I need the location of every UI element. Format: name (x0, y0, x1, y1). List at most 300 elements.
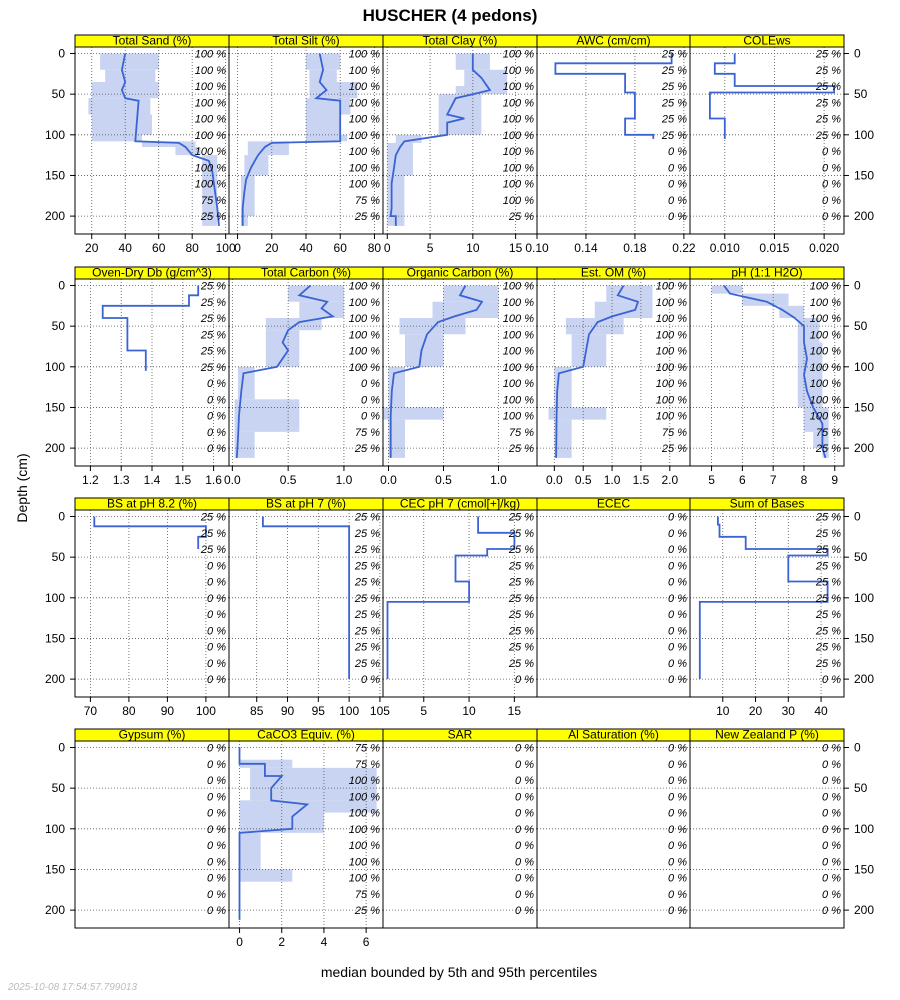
percentile-band (387, 54, 507, 226)
completeness-label: 0 % (668, 872, 687, 885)
grid-lines (383, 748, 537, 911)
completeness-label: 0 % (207, 888, 226, 901)
completeness-label: 0 % (668, 742, 687, 755)
completeness-label: 0 % (207, 576, 226, 589)
completeness-label: 25 % (508, 560, 534, 573)
completeness-label: 25 % (354, 527, 380, 540)
data-completeness-labels (822, 743, 841, 918)
completeness-label: 25 % (200, 511, 226, 524)
x-tick-label: 7 (769, 473, 777, 487)
completeness-label: 0 % (207, 674, 226, 687)
x-tick-label: 20 (748, 704, 763, 718)
y-tick-label: 150 (854, 631, 875, 646)
completeness-label: 0 % (668, 775, 687, 788)
x-tick-label: 1.5 (174, 473, 192, 487)
y-tick-label: 0 (58, 740, 65, 755)
completeness-label: 100 % (502, 81, 534, 94)
completeness-label: 25 % (661, 97, 687, 110)
completeness-label: 0 % (207, 394, 226, 407)
y-axis-label: Depth (cm) (14, 453, 30, 523)
completeness-label: 100 % (348, 775, 380, 788)
completeness-label: 100 % (502, 97, 534, 110)
y-tick-label: 200 (854, 672, 875, 687)
completeness-label: 100 % (348, 872, 380, 885)
completeness-label: 0 % (668, 823, 687, 836)
y-tick-label: 0 (58, 46, 65, 61)
completeness-label: 100 % (655, 329, 687, 342)
completeness-label: 0 % (668, 178, 687, 191)
chart-title: HUSCHER (4 pedons) (362, 6, 538, 25)
completeness-label: 0 % (515, 758, 534, 771)
completeness-label: 100 % (348, 178, 380, 191)
completeness-label: 0 % (822, 856, 841, 869)
completeness-label: 0 % (515, 674, 534, 687)
completeness-label: 100 % (194, 129, 226, 142)
completeness-label: 100 % (348, 361, 380, 374)
y-tick-label: 50 (854, 319, 868, 334)
x-tick-label: 0.5 (279, 473, 297, 487)
completeness-label: 100 % (348, 97, 380, 110)
y-axis-left (45, 279, 75, 456)
panel-title: BS at pH 7 (%) (265, 496, 347, 511)
completeness-label: 0 % (822, 905, 841, 918)
x-tick-label: 5 (708, 473, 715, 487)
x-tick-label: 85 (250, 704, 264, 718)
completeness-label: 0 % (515, 856, 534, 869)
completeness-label: 0 % (515, 775, 534, 788)
grid-lines (690, 748, 844, 911)
completeness-label: 100 % (502, 378, 534, 391)
x-tick-label: 0 (383, 241, 391, 255)
x-tick-label: 5 (420, 704, 428, 718)
completeness-label: 0 % (668, 905, 687, 918)
x-axis-ticks (250, 697, 390, 718)
y-tick-label: 100 (854, 590, 875, 605)
data-completeness-labels (668, 743, 687, 918)
completeness-label: 100 % (502, 361, 534, 374)
x-tick-label: 0.5 (574, 473, 592, 487)
x-tick-label: 6 (362, 935, 370, 949)
completeness-label: 25 % (200, 527, 226, 540)
completeness-label: 100 % (348, 64, 380, 77)
completeness-label: 25 % (815, 527, 841, 540)
completeness-label: 75 % (200, 194, 226, 207)
panel-title: Total Clay (%) (422, 33, 498, 48)
completeness-label: 100 % (809, 313, 841, 326)
completeness-label: 0 % (207, 742, 226, 755)
completeness-label: 0 % (668, 527, 687, 540)
x-tick-label: 90 (280, 704, 295, 718)
completeness-label: 100 % (348, 329, 380, 342)
y-tick-label: 0 (854, 509, 861, 524)
x-axis-ticks (85, 234, 236, 255)
completeness-label: 0 % (207, 443, 226, 456)
completeness-label: 0 % (207, 426, 226, 439)
completeness-label: 100 % (809, 296, 841, 309)
completeness-label: 0 % (207, 823, 226, 836)
panel-border (383, 741, 537, 928)
band-segment (105, 70, 155, 82)
completeness-label: 100 % (502, 296, 534, 309)
completeness-label: 0 % (822, 211, 841, 224)
panel-p12 (229, 497, 390, 719)
completeness-label: 75 % (354, 742, 380, 755)
completeness-label: 100 % (194, 178, 226, 191)
panel-p4 (525, 34, 696, 256)
completeness-label: 25 % (508, 641, 534, 654)
completeness-label: 0 % (207, 807, 226, 820)
data-completeness-labels (668, 512, 687, 687)
y-axis-right (844, 510, 874, 687)
x-tick-label: 2 (278, 935, 286, 949)
y-tick-label: 50 (854, 87, 868, 102)
x-tick-label: 40 (299, 241, 313, 255)
completeness-label: 0 % (515, 872, 534, 885)
completeness-label: 100 % (348, 81, 380, 94)
completeness-label: 0 % (207, 609, 226, 622)
x-tick-label: 95 (311, 704, 325, 718)
y-tick-label: 0 (854, 740, 861, 755)
completeness-label: 0 % (207, 657, 226, 670)
y-tick-label: 50 (51, 319, 65, 334)
completeness-label: 25 % (661, 443, 687, 456)
completeness-label: 0 % (515, 791, 534, 804)
completeness-label: 100 % (502, 146, 534, 159)
data-completeness-labels (354, 512, 380, 687)
panel-title: AWC (cm/cm) (576, 33, 651, 48)
y-tick-label: 150 (44, 400, 65, 415)
panel-p8 (380, 266, 537, 488)
x-tick-label: 1.0 (335, 473, 353, 487)
completeness-label: 25 % (661, 64, 687, 77)
panel-title: Total Carbon (%) (260, 265, 352, 280)
completeness-label: 0 % (822, 742, 841, 755)
completeness-label: 0 % (822, 791, 841, 804)
median-line (388, 517, 515, 680)
completeness-label: 25 % (508, 592, 534, 605)
completeness-label: 25 % (815, 511, 841, 524)
completeness-label: 100 % (348, 162, 380, 175)
completeness-label: 25 % (200, 329, 226, 342)
median-line (263, 517, 349, 680)
completeness-label: 0 % (668, 657, 687, 670)
completeness-label: 25 % (354, 443, 380, 456)
completeness-label: 100 % (348, 129, 380, 142)
completeness-label: 100 % (348, 313, 380, 326)
x-axis-ticks (236, 928, 370, 949)
y-tick-label: 150 (854, 400, 875, 415)
data-completeness-labels (200, 281, 226, 456)
y-tick-label: 0 (58, 509, 65, 524)
completeness-label: 0 % (822, 807, 841, 820)
panel-p15 (690, 497, 874, 719)
completeness-label: 0 % (361, 674, 380, 687)
completeness-label: 100 % (194, 162, 226, 175)
completeness-label: 75 % (354, 888, 380, 901)
completeness-label: 25 % (354, 576, 380, 589)
completeness-label: 25 % (508, 443, 534, 456)
x-axis-ticks (546, 466, 678, 487)
x-tick-label: 100 (215, 241, 236, 255)
band-segment (92, 135, 142, 142)
completeness-label: 0 % (668, 856, 687, 869)
panel-p6 (45, 266, 229, 488)
x-tick-label: 0.18 (623, 241, 647, 255)
completeness-label: 100 % (348, 280, 380, 293)
panel-title: SAR (447, 727, 473, 742)
x-tick-label: 1.6 (205, 473, 222, 487)
completeness-label: 25 % (815, 64, 841, 77)
y-tick-label: 50 (51, 550, 65, 565)
band-segment (405, 334, 444, 367)
x-tick-label: 30 (781, 704, 795, 718)
panel-p14 (537, 497, 690, 698)
completeness-label: 25 % (354, 609, 380, 622)
completeness-label: 0 % (822, 775, 841, 788)
completeness-label: 0 % (668, 807, 687, 820)
panel-p3 (383, 34, 537, 256)
completeness-label: 25 % (815, 625, 841, 638)
band-segment (88, 98, 150, 114)
band-segment (306, 114, 340, 134)
panel-p5 (690, 34, 874, 256)
completeness-label: 100 % (655, 394, 687, 407)
completeness-label: 25 % (815, 48, 841, 61)
x-axis-ticks (234, 234, 381, 255)
x-axis-ticks (716, 697, 828, 718)
panel-p10 (690, 266, 874, 488)
completeness-label: 0 % (668, 560, 687, 573)
completeness-label: 100 % (809, 410, 841, 423)
completeness-label: 0 % (822, 674, 841, 687)
completeness-label: 100 % (348, 791, 380, 804)
x-tick-label: 0.14 (574, 241, 598, 255)
completeness-label: 0 % (822, 146, 841, 159)
completeness-label: 100 % (348, 113, 380, 126)
band-segment (299, 302, 344, 318)
completeness-label: 75 % (354, 426, 380, 439)
completeness-label: 25 % (508, 511, 534, 524)
completeness-label: 0 % (515, 807, 534, 820)
x-tick-label: 1.2 (82, 473, 99, 487)
y-tick-label: 100 (854, 359, 875, 374)
completeness-label: 100 % (194, 81, 226, 94)
completeness-label: 100 % (809, 361, 841, 374)
x-tick-label: 0.5 (435, 473, 452, 487)
completeness-label: 25 % (354, 211, 380, 224)
completeness-label: 100 % (809, 394, 841, 407)
completeness-label: 0 % (668, 592, 687, 605)
x-tick-label: 2.0 (661, 473, 679, 487)
x-tick-label: 6 (739, 473, 746, 487)
x-tick-label: 1.5 (632, 473, 650, 487)
panel-p1 (45, 34, 236, 256)
x-axis-label: median bounded by 5th and 95th percentiles (320, 964, 598, 980)
y-tick-label: 150 (44, 862, 65, 877)
x-tick-label: 0 (234, 241, 241, 255)
completeness-label: 25 % (815, 129, 841, 142)
completeness-label: 100 % (809, 329, 841, 342)
panel-title: ECEC (596, 496, 631, 511)
x-tick-label: 1.4 (143, 473, 161, 487)
data-completeness-labels (508, 512, 534, 687)
grid-lines (75, 748, 229, 911)
panel-title: Total Silt (%) (272, 33, 340, 48)
x-tick-label: 40 (814, 704, 828, 718)
data-completeness-labels (503, 49, 534, 224)
y-tick-label: 150 (44, 631, 65, 646)
y-tick-label: 50 (854, 550, 868, 565)
x-tick-label: 0.0 (545, 473, 563, 487)
panel-p18 (383, 728, 537, 929)
completeness-label: 100 % (194, 64, 226, 77)
y-tick-label: 100 (44, 590, 65, 605)
completeness-label: 100 % (348, 840, 380, 853)
x-tick-label: 90 (160, 704, 175, 718)
x-tick-label: 15 (507, 704, 522, 718)
panel-p19 (537, 728, 690, 929)
completeness-label: 0 % (822, 194, 841, 207)
y-tick-label: 150 (854, 168, 875, 183)
completeness-label: 25 % (508, 527, 534, 540)
y-tick-label: 50 (51, 781, 65, 796)
completeness-label: 100 % (809, 378, 841, 391)
completeness-label: 100 % (502, 48, 534, 61)
x-tick-label: 0.10 (525, 241, 549, 255)
completeness-label: 25 % (815, 576, 841, 589)
panel-title: Sum of Bases (729, 496, 805, 511)
completeness-label: 25 % (354, 511, 380, 524)
x-tick-label: 10 (462, 704, 476, 718)
panel-title: Organic Carbon (%) (406, 265, 514, 280)
completeness-label: 100 % (194, 113, 226, 126)
x-tick-label: 1.3 (112, 473, 130, 487)
completeness-label: 100 % (502, 313, 534, 326)
panel-border (690, 741, 844, 928)
completeness-label: 100 % (502, 64, 534, 77)
completeness-label: 0 % (668, 211, 687, 224)
y-tick-label: 200 (44, 209, 65, 224)
completeness-label: 25 % (200, 544, 226, 557)
x-axis-ticks (420, 697, 521, 718)
completeness-label: 0 % (207, 856, 226, 869)
x-axis-ticks (84, 697, 217, 718)
completeness-label: 0 % (361, 378, 380, 391)
timestamp: 2025-10-08 17:54:57.799013 (8, 982, 138, 993)
x-tick-label: 0.010 (709, 241, 740, 255)
completeness-label: 100 % (348, 296, 380, 309)
data-completeness-labels (656, 281, 687, 456)
x-axis-ticks (710, 234, 840, 255)
completeness-label: 100 % (348, 856, 380, 869)
completeness-label: 25 % (508, 657, 534, 670)
completeness-label: 0 % (207, 758, 226, 771)
y-axis-left (45, 741, 75, 918)
completeness-label: 25 % (200, 361, 226, 374)
completeness-label: 0 % (515, 742, 534, 755)
panel-p11 (45, 497, 229, 719)
completeness-label: 0 % (822, 840, 841, 853)
x-tick-label: 1.0 (603, 473, 621, 487)
median-line (94, 517, 206, 550)
panel-title: Total Sand (%) (112, 33, 192, 48)
panel-border (75, 741, 229, 928)
panel-title: COLEws (743, 33, 791, 48)
y-tick-label: 50 (854, 781, 868, 796)
completeness-label: 100 % (655, 345, 687, 358)
band-segment (235, 399, 300, 432)
completeness-label: 0 % (668, 544, 687, 557)
panel-title: Est. OM (%) (580, 265, 647, 280)
completeness-label: 100 % (655, 410, 687, 423)
completeness-label: 100 % (655, 361, 687, 374)
completeness-label: 100 % (502, 194, 534, 207)
completeness-label: 100 % (502, 162, 534, 175)
completeness-label: 25 % (815, 592, 841, 605)
completeness-label: 100 % (502, 410, 534, 423)
x-axis-ticks (384, 234, 523, 255)
completeness-label: 25 % (815, 81, 841, 94)
x-tick-label: 40 (118, 241, 132, 255)
x-tick-label: 105 (369, 704, 390, 718)
data-completeness-labels (503, 281, 534, 456)
data-completeness-labels (661, 49, 687, 224)
completeness-label: 0 % (822, 178, 841, 191)
completeness-label: 75 % (661, 426, 687, 439)
completeness-label: 25 % (508, 625, 534, 638)
y-tick-label: 200 (854, 441, 875, 456)
completeness-label: 0 % (822, 758, 841, 771)
y-tick-label: 100 (44, 127, 65, 142)
x-tick-label: 0.020 (809, 241, 840, 255)
y-tick-label: 100 (854, 821, 875, 836)
completeness-label: 0 % (668, 146, 687, 159)
completeness-label: 25 % (354, 657, 380, 670)
completeness-label: 0 % (207, 641, 226, 654)
completeness-label: 25 % (815, 544, 841, 557)
completeness-label: 75 % (815, 426, 841, 439)
completeness-label: 75 % (354, 758, 380, 771)
completeness-label: 0 % (207, 872, 226, 885)
data-completeness-labels (349, 281, 380, 456)
panel-grid (45, 34, 874, 950)
panel-title: CEC pH 7 (cmol[+]/kg) (399, 496, 521, 511)
x-tick-label: 70 (83, 704, 98, 718)
y-tick-label: 100 (44, 359, 65, 374)
band-segment (306, 98, 350, 114)
panel-p2 (229, 34, 383, 256)
completeness-label: 0 % (207, 592, 226, 605)
completeness-label: 0 % (668, 888, 687, 901)
y-axis-left (45, 47, 75, 224)
completeness-label: 100 % (809, 280, 841, 293)
completeness-label: 0 % (668, 674, 687, 687)
completeness-label: 25 % (661, 129, 687, 142)
completeness-label: 25 % (354, 641, 380, 654)
completeness-label: 100 % (348, 823, 380, 836)
y-tick-label: 200 (854, 903, 875, 918)
completeness-label: 0 % (207, 560, 226, 573)
completeness-label: 25 % (354, 544, 380, 557)
panel-title: Al Saturation (%) (568, 727, 659, 742)
x-tick-label: 100 (195, 704, 216, 718)
y-axis-right (844, 47, 874, 224)
completeness-label: 0 % (207, 791, 226, 804)
median-line (700, 517, 828, 680)
band-segment (433, 302, 499, 318)
x-tick-label: 0.0 (380, 473, 397, 487)
y-axis-left (45, 510, 75, 687)
